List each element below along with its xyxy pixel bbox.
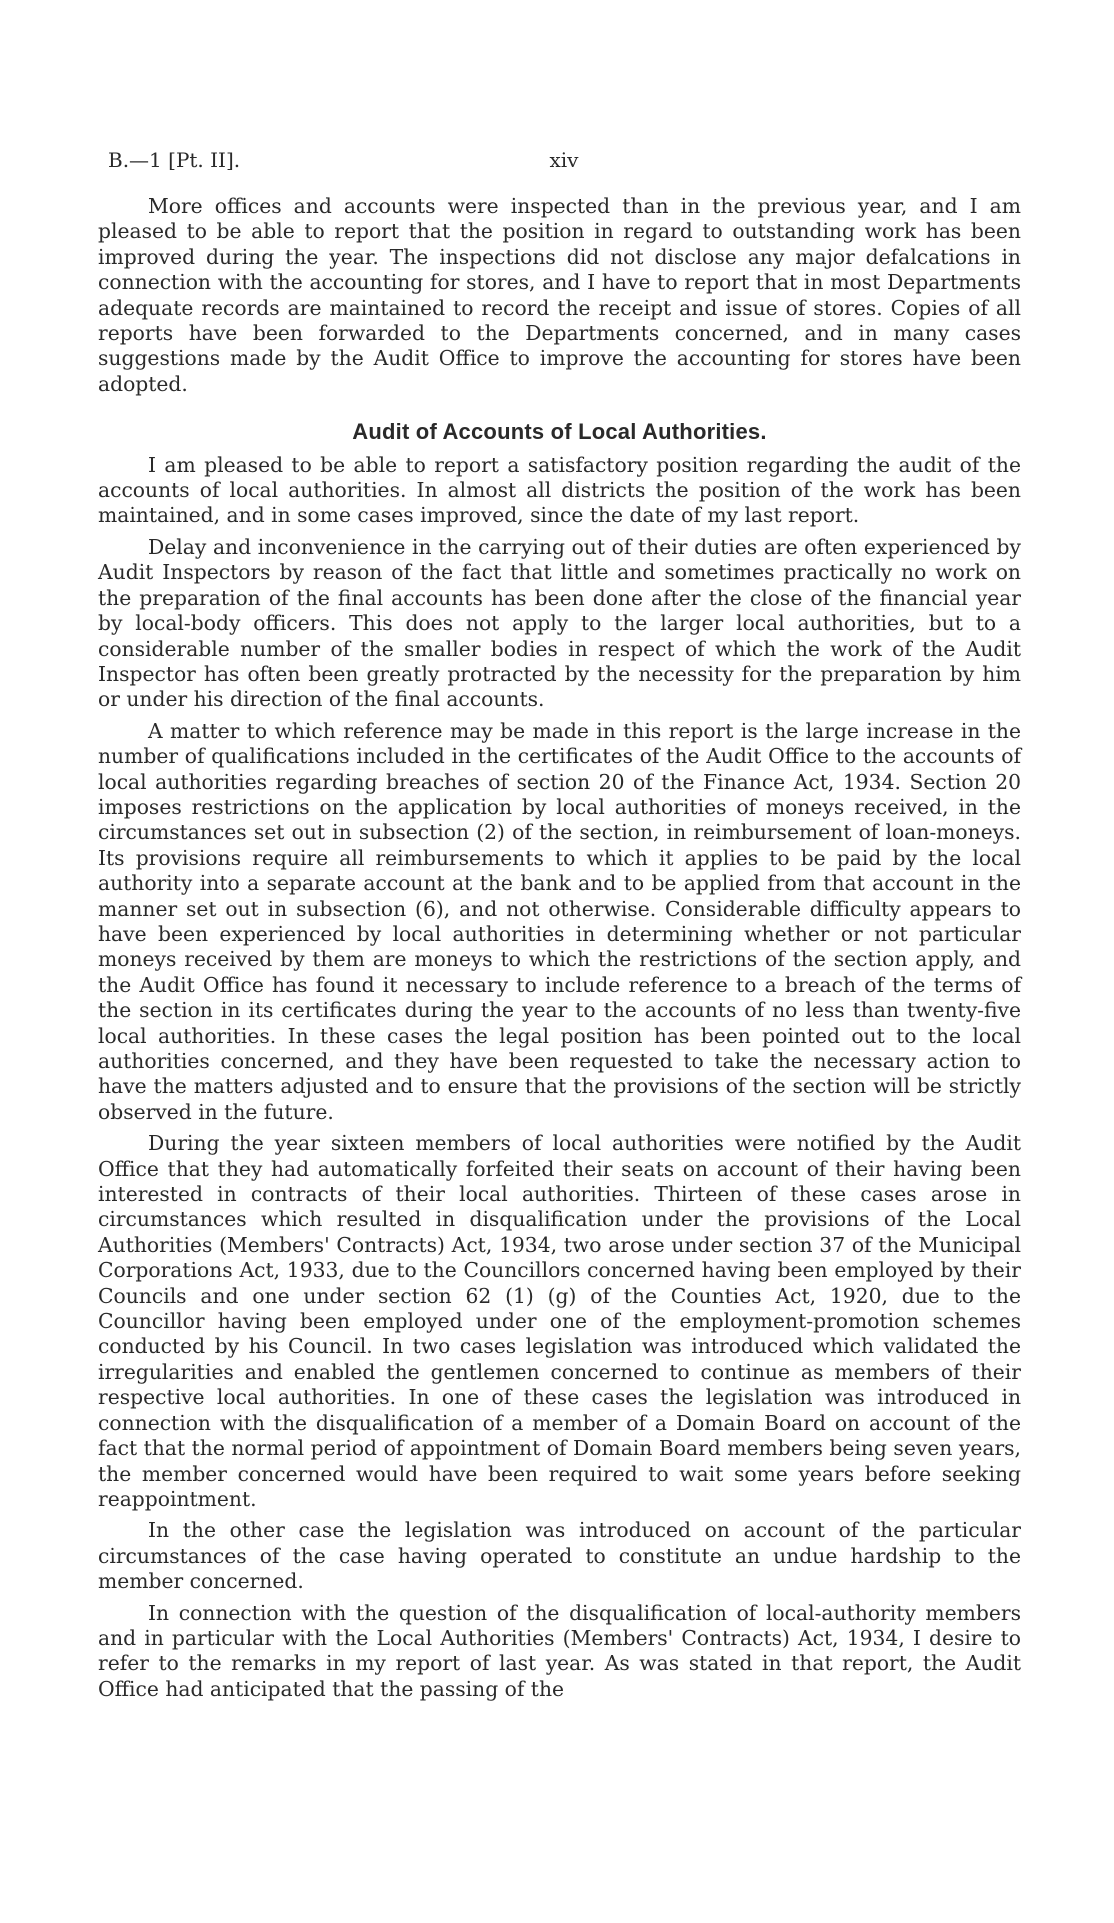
paragraph-delay-inconvenience: Delay and inconvenience in the carrying out of their duties are often experienced by Audit Inspectors by reason of the fact that little and sometimes practically no work on the preparation of the final accounts has been done after the close of the financial year by local-body officers. This does not apply to the larger local authorities, but to a considerable number of the smaller bodies in respect of which the work of the Audit Inspector has often been greatly protracted by the necessity for the preparation by him or under his direction of the final accounts.: [98, 534, 1021, 712]
paragraph-forfeited-seats: During the year sixteen members of local authorities were notified by the Audit Office that they had automatically forfeited their seats on account of their having been interested in contracts of their local authorities. Thirteen of these cases arose in circumstances which resulted in disqualification under the provisions of the Local Authorities (Members' Contracts) Act, 1934, two arose under section 37 of the Municipal Corporations Act, 1933, due to the Councillors concerned having been employed by their Councils and one under section 62 (1) (g) of the Counties Act, 1920, due to the Councillor having been employed under one of the employment-promotion schemes conducted by his Council. In two cases legislation was introduced which validated the irregularities and enabled the gentlemen concerned to continue as members of their respective local authorities. In one of these cases the legislation was introduced in connection with the disqualification of a member of a Domain Board on account of the fact that the normal period of appointment of Domain Board members being seven years, the member concerned would have been required to wait some years before seeking reappointment.: [98, 1131, 1021, 1511]
paragraph-undue-hardship: In the other case the legislation was introduced on account of the particular circumstances of the case having operated to constitute an undue hardship to the member concerned.: [98, 1518, 1021, 1594]
page-header: [108, 148, 1020, 178]
page-body: [98, 194, 1021, 1708]
paragraph-satisfactory-position: I am pleased to be able to report a satisfactory position regarding the audit of the accounts of local authorities. In almost all districts the position of the work has been maintained, and in some cases improved, since the date of my last report.: [98, 452, 1021, 528]
page-number: xiv: [549, 148, 579, 172]
section-heading: Audit of Accounts of Local Authorities.: [352, 419, 767, 445]
paragraph-members-contracts-act: In connection with the question of the disqualification of local-authority members and in particular with the Local Authorities (Members' Contracts) Act, 1934, I desire to refer to the remarks in my report of last year. As was stated in that report, the Audit Office had anticipated that the passing of the: [98, 1600, 1021, 1701]
stores-inspection-paragraph: More offices and accounts were inspected than in the previous year, and I am pleased to be able to report that the position in regard to outstanding work has been improved during the year. The inspections did not disclose any major defalcations in connection with the accounting for stores, and I have to report that in most Departments adequate records are maintained to record the receipt and issue of stores. Copies of all reports have been forwarded to the Departments concerned, and in many cases suggestions made by the Audit Office to improve the accounting for stores have been adopted.: [98, 194, 1021, 396]
parliamentary-paper-reference: B.—1 [Pt. II].: [108, 148, 241, 172]
paragraph-section-20-qualifications: A matter to which reference may be made in this report is the large increase in the number of qualifications included in the certificates of the Audit Office to the accounts of local authorities regarding breaches of section 20 of the Finance Act, 1934. Section 20 imposes restrictions on the application by local authorities of moneys received, in the circumstances set out in subsection (2) of the section, in reimbursement of loan-moneys. Its provisions require all reimbursements to which it applies to be paid by the local authority into a separate account at the bank and to be applied from that account in the manner set out in subsection (6), and not otherwise. Considerable difficulty appears to have been experienced by local authorities in determining whether or not particular moneys received by them are moneys to which the restrictions of the section apply, and the Audit Office has found it necessary to include reference to a breach of the terms of the section in its certificates during the year to the accounts of no less than twenty-five local authorities. In these cases the legal position has been pointed out to the local authorities concerned, and they have been requested to take the necessary action to have the matters adjusted and to ensure that the provisions of the section will be strictly observed in the future.: [98, 718, 1021, 1124]
